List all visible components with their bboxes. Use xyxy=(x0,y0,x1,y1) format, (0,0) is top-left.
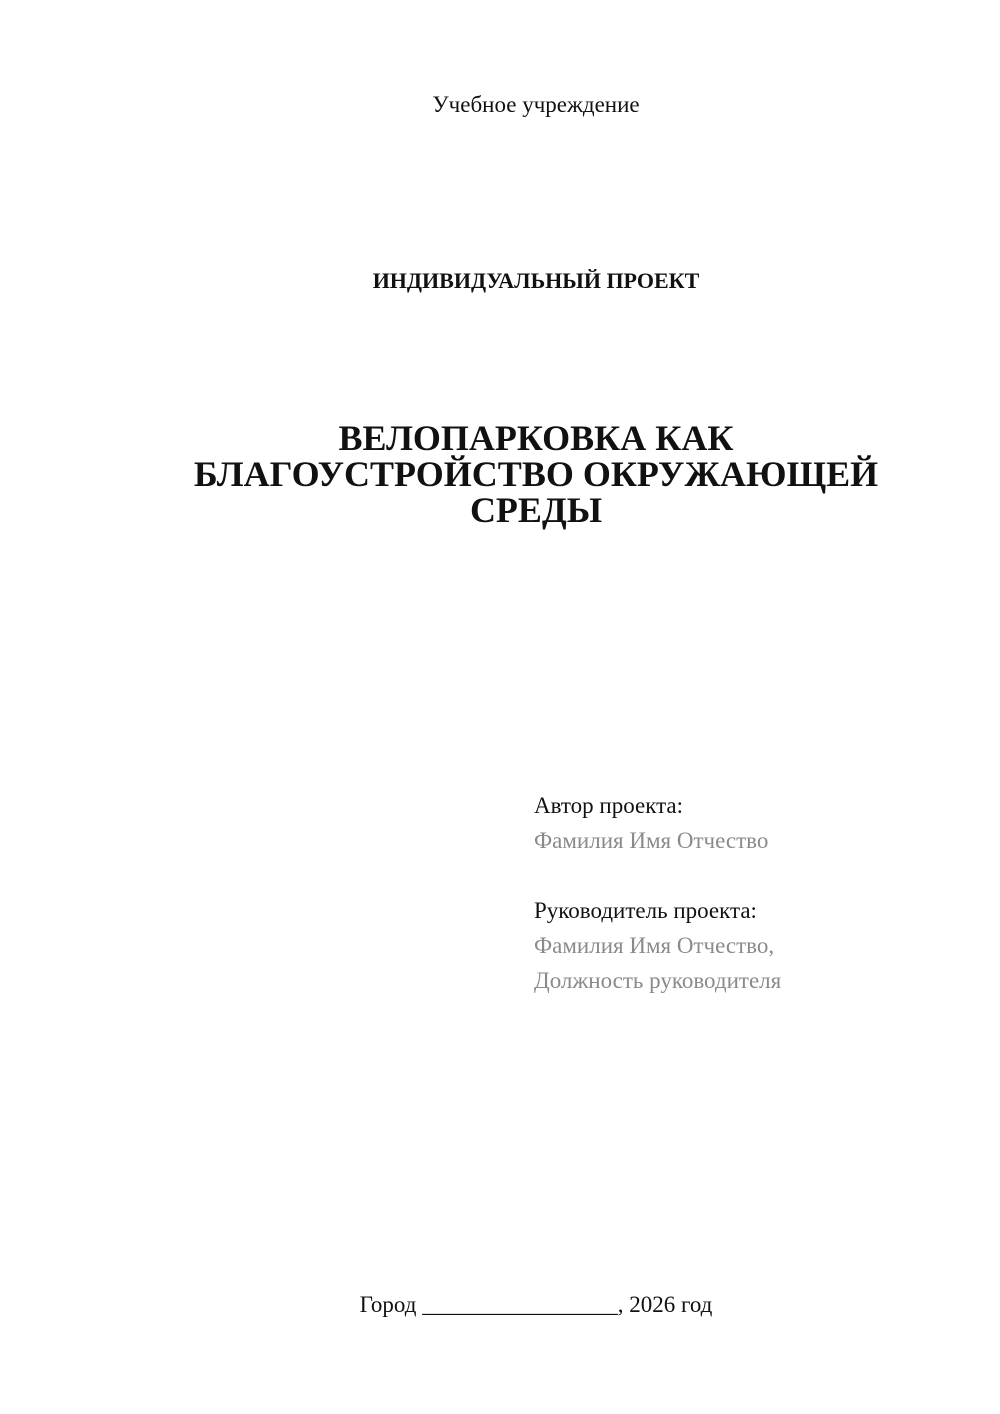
supervisor-name-placeholder: Фамилия Имя Отчество, xyxy=(534,933,775,958)
credits-block xyxy=(534,788,781,998)
project-title-line: СРЕДЫ xyxy=(469,490,603,530)
project-type-heading: ИНДИВИДУАЛЬНЫЙ ПРОЕКТ xyxy=(372,268,700,293)
project-title xyxy=(0,420,1000,528)
supervisor-label: Руководитель проекта: xyxy=(534,898,757,923)
project-title-line: БЛАГОУСТРОЙСТВО ОКРУЖАЮЩЕЙ xyxy=(193,454,879,494)
institution-name: Учебное учреждение xyxy=(432,92,640,117)
author-name-placeholder: Фамилия Имя Отчество xyxy=(534,828,769,853)
supervisor-position-placeholder: Должность руководителя xyxy=(534,968,782,993)
author-label: Автор проекта: xyxy=(534,793,683,818)
city-year-line: Город _________________, 2026 год xyxy=(359,1292,713,1317)
spacer xyxy=(534,858,781,893)
project-title-line: ВЕЛОПАРКОВКА КАК xyxy=(338,418,734,458)
